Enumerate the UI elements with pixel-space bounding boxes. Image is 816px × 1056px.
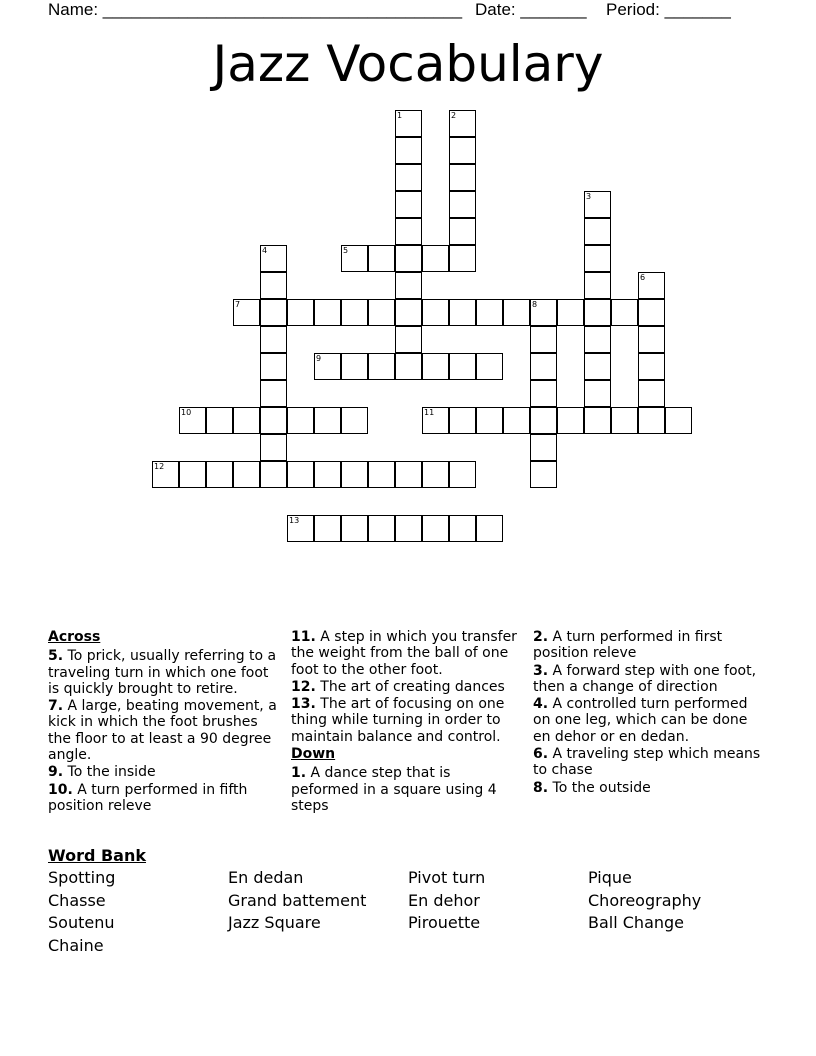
crossword-cell[interactable]	[395, 272, 422, 299]
name-field[interactable]: Name: ______________________________________	[48, 0, 463, 19]
crossword-cell[interactable]	[476, 515, 503, 542]
crossword-cell[interactable]	[557, 299, 584, 326]
crossword-cell[interactable]	[314, 515, 341, 542]
page-title: Jazz Vocabulary	[212, 35, 604, 93]
crossword-cell[interactable]	[449, 299, 476, 326]
clues-column-2	[291, 629, 517, 815]
crossword-cell[interactable]	[341, 461, 368, 488]
clue-number: 1	[397, 111, 403, 120]
crossword-cell[interactable]	[611, 407, 638, 434]
crossword-cell[interactable]	[368, 245, 395, 272]
crossword-cell[interactable]	[233, 407, 260, 434]
crossword-cell[interactable]	[584, 380, 611, 407]
word-bank-title: Word Bank	[48, 846, 147, 865]
word-bank-item: Choreography	[588, 891, 702, 910]
crossword-cell[interactable]	[233, 299, 260, 326]
clue-number: 4	[262, 246, 268, 255]
crossword-cell[interactable]	[341, 245, 368, 272]
period-field[interactable]: Period: _______	[606, 0, 731, 19]
clue-down-3: 3. A forward step with one foot, then a change of direction	[533, 662, 757, 695]
crossword-cell[interactable]	[638, 299, 665, 326]
word-bank-item: Ball Change	[588, 913, 685, 932]
crossword-cell[interactable]	[584, 299, 611, 326]
crossword-cell[interactable]	[368, 299, 395, 326]
crossword-cell[interactable]	[395, 353, 422, 380]
crossword-cell[interactable]	[638, 380, 665, 407]
crossword-cell[interactable]	[314, 407, 341, 434]
clue-number: 13	[289, 516, 300, 525]
crossword-cell[interactable]	[584, 272, 611, 299]
date-field[interactable]: Date: _______	[475, 0, 587, 19]
clue-number: 10	[181, 408, 192, 417]
crossword-cell[interactable]	[341, 407, 368, 434]
clue-number: 9	[316, 354, 322, 363]
clue-across-11: 11. A step in which you transfer the weight from the ball of one foot to the other foot.	[291, 629, 517, 678]
crossword-cell[interactable]	[260, 380, 287, 407]
crossword-cell[interactable]	[395, 326, 422, 353]
crossword-cell[interactable]	[395, 218, 422, 245]
crossword-cell[interactable]	[368, 461, 395, 488]
clue-across-13: 13. The art of focusing on one thing while turning in order to maintain balance and control.	[291, 696, 505, 745]
crossword-cell[interactable]	[368, 353, 395, 380]
crossword-cell[interactable]	[152, 461, 179, 488]
crossword-cell[interactable]	[476, 299, 503, 326]
word-bank-item: Jazz Square	[228, 913, 321, 932]
crossword-cell[interactable]	[368, 515, 395, 542]
crossword-cell[interactable]	[638, 326, 665, 353]
crossword-cell[interactable]	[422, 461, 449, 488]
crossword-cell[interactable]	[638, 407, 665, 434]
crossword-cell[interactable]	[584, 407, 611, 434]
crossword-cell[interactable]	[449, 407, 476, 434]
crossword-cell[interactable]	[449, 110, 476, 137]
clue-across-12: 12. The art of creating dances	[291, 678, 505, 695]
crossword-cell[interactable]	[584, 218, 611, 245]
crossword-cell[interactable]	[530, 434, 557, 461]
crossword-cell[interactable]	[260, 245, 287, 272]
crossword-cell[interactable]	[557, 407, 584, 434]
word-bank-item: Pirouette	[408, 913, 481, 932]
crossword-cell[interactable]	[422, 515, 449, 542]
crossword-cell[interactable]	[422, 299, 449, 326]
crossword-cell[interactable]	[476, 353, 503, 380]
crossword-cell[interactable]	[260, 272, 287, 299]
word-bank-item: Chasse	[48, 891, 106, 910]
crossword-cell[interactable]	[341, 515, 368, 542]
clue-number: 8	[532, 300, 538, 309]
clue-number: 3	[586, 192, 592, 201]
crossword-cell[interactable]	[449, 461, 476, 488]
clue-number: 7	[235, 300, 241, 309]
crossword-cell[interactable]	[314, 353, 341, 380]
word-bank-item: En dedan	[228, 868, 304, 887]
crossword-cell[interactable]	[584, 353, 611, 380]
clue-across-5: 5. To prick, usually referring to a traveling turn in which one foot is quickly brought to retire.	[48, 648, 277, 697]
down-heading: Down	[291, 746, 336, 763]
crossword-cell[interactable]	[314, 461, 341, 488]
crossword-cell[interactable]	[449, 164, 476, 191]
crossword-cell[interactable]	[260, 353, 287, 380]
clue-down-4: 4. A controlled turn performed on one leg, which can be done en dehor or en dedan.	[533, 696, 748, 745]
crossword-cell[interactable]	[395, 191, 422, 218]
word-bank-item: Grand battement	[228, 891, 367, 910]
crossword-cell[interactable]	[503, 299, 530, 326]
crossword-cell[interactable]	[449, 353, 476, 380]
crossword-cell[interactable]	[449, 218, 476, 245]
crossword-cell[interactable]	[638, 272, 665, 299]
clue-across-9: 9. To the inside	[48, 764, 156, 781]
crossword-cell[interactable]	[395, 299, 422, 326]
crossword-cell[interactable]	[395, 137, 422, 164]
crossword-cell[interactable]	[638, 353, 665, 380]
clue-across-7: 7. A large, beating movement, a kick in which the foot brushes the floor to at least a 90 degree angle.	[48, 698, 277, 764]
crossword-cell[interactable]	[179, 461, 206, 488]
crossword-cell[interactable]	[206, 461, 233, 488]
crossword-cell[interactable]	[422, 407, 449, 434]
crossword-cell[interactable]	[260, 461, 287, 488]
clue-across-10: 10. A turn performed in fifth position releve	[48, 781, 248, 814]
crossword-cell[interactable]	[584, 326, 611, 353]
crossword-cell[interactable]	[449, 137, 476, 164]
crossword-cell[interactable]	[584, 191, 611, 218]
crossword-cell[interactable]	[395, 164, 422, 191]
crossword-cell[interactable]	[665, 407, 692, 434]
word-bank-item: En dehor	[408, 891, 480, 910]
crossword-cell[interactable]	[395, 110, 422, 137]
clue-down-6: 6. A traveling step which means to chase	[533, 746, 761, 779]
crossword-cell[interactable]	[395, 245, 422, 272]
word-bank-item: Chaine	[48, 936, 104, 955]
crossword-cell[interactable]	[530, 299, 557, 326]
crossword-cell[interactable]	[179, 407, 206, 434]
crossword-cell[interactable]	[503, 407, 530, 434]
word-bank-item: Soutenu	[48, 913, 115, 932]
crossword-cell[interactable]	[449, 245, 476, 272]
word-bank-item: Pique	[588, 868, 632, 887]
crossword-cell[interactable]	[611, 299, 638, 326]
crossword-cell[interactable]	[260, 434, 287, 461]
clue-down-2: 2. A turn performed in first position releve	[533, 629, 723, 662]
crossword-cell[interactable]	[260, 326, 287, 353]
crossword-cell[interactable]	[422, 353, 449, 380]
clue-down-8: 8. To the outside	[533, 779, 651, 796]
word-bank-item: Pivot turn	[408, 868, 486, 887]
crossword-cell[interactable]	[449, 515, 476, 542]
crossword-cell[interactable]	[530, 353, 557, 380]
crossword-cell[interactable]	[287, 407, 314, 434]
clue-number: 6	[640, 273, 646, 282]
crossword-cell[interactable]	[395, 461, 422, 488]
crossword-cell[interactable]	[233, 461, 260, 488]
crossword-cell[interactable]	[287, 515, 314, 542]
crossword-cell[interactable]	[287, 461, 314, 488]
crossword-cell[interactable]	[530, 407, 557, 434]
crossword-cell[interactable]	[449, 191, 476, 218]
crossword-cell[interactable]	[584, 245, 611, 272]
crossword-cell[interactable]	[530, 380, 557, 407]
word-bank-item: Spotting	[48, 868, 116, 887]
crossword-cell[interactable]	[341, 353, 368, 380]
clues-column-3	[533, 629, 769, 797]
across-heading: Across	[48, 629, 101, 645]
crossword-cell[interactable]	[314, 299, 341, 326]
clue-down-1: 1. A dance step that is peformed in a square using 4 steps	[291, 765, 497, 814]
clue-number: 2	[451, 111, 457, 120]
clue-number: 12	[154, 462, 165, 471]
crossword-cell[interactable]	[422, 245, 449, 272]
crossword-cell[interactable]	[206, 407, 233, 434]
crossword-cell[interactable]	[476, 407, 503, 434]
clue-number: 11	[424, 408, 435, 417]
crossword-cell[interactable]	[341, 299, 368, 326]
clues-column-1	[48, 629, 284, 815]
crossword-cell[interactable]	[530, 461, 557, 488]
crossword-cell[interactable]	[287, 299, 314, 326]
crossword-cell[interactable]	[395, 515, 422, 542]
crossword-cell[interactable]	[260, 407, 287, 434]
crossword-cell[interactable]	[530, 326, 557, 353]
clue-number: 5	[343, 246, 349, 255]
crossword-cell[interactable]	[260, 299, 287, 326]
